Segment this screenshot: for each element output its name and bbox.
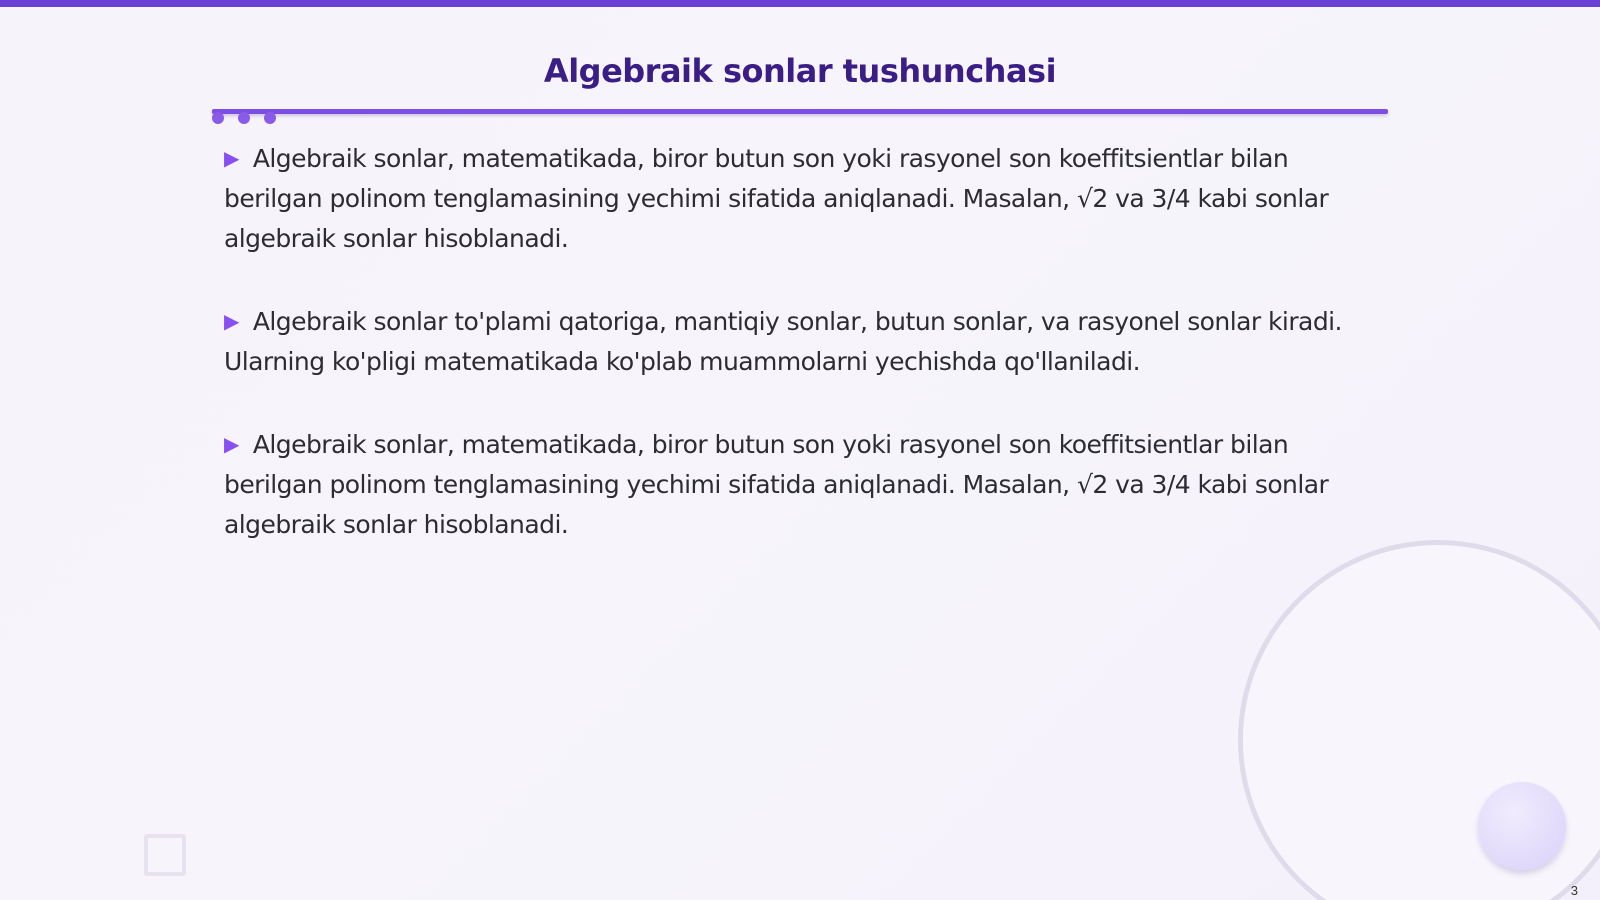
decor-dot: [264, 112, 276, 124]
slide-body: [224, 138, 1354, 587]
decor-dot: [212, 112, 224, 124]
bullet-arrow-icon: ▶: [224, 146, 239, 170]
bullet-arrow-icon: ▶: [224, 309, 239, 333]
bullet-text: Algebraik sonlar, matematikada, biror butun son yoki rasyonel son koeffitsientlar bilan berilgan polinom tenglamasining yechimi sifatida aniqlanadi. Masalan, √2 va 3/4 kabi sonlar algebraik sonlar hisoblanadi.: [224, 144, 1329, 253]
top-accent-bar: [0, 0, 1600, 7]
bullet-item: [224, 138, 1354, 259]
decorative-square: [144, 834, 186, 876]
slide-number: 3: [1570, 883, 1578, 898]
decor-dot: [238, 112, 250, 124]
title-dots: [212, 112, 276, 124]
bullet-text: Algebraik sonlar to'plami qatoriga, mantiqiy sonlar, butun sonlar, va rasyonel sonlar kiradi. Ularning ko'pligi matematikada ko'plab muammolarni yechishda qo'llaniladi.: [224, 307, 1342, 376]
title-underline: [212, 109, 1388, 114]
bullet-item: [224, 424, 1354, 545]
bullet-text: Algebraik sonlar, matematikada, biror butun son yoki rasyonel son koeffitsientlar bilan berilgan polinom tenglamasining yechimi sifatida aniqlanadi. Masalan, √2 va 3/4 kabi sonlar algebraik sonlar hisoblanadi.: [224, 430, 1329, 539]
bullet-arrow-icon: ▶: [224, 432, 239, 456]
bullet-item: [224, 301, 1354, 382]
decorative-ball: [1478, 782, 1566, 870]
slide-title: Algebraik sonlar tushunchasi: [543, 52, 1057, 90]
